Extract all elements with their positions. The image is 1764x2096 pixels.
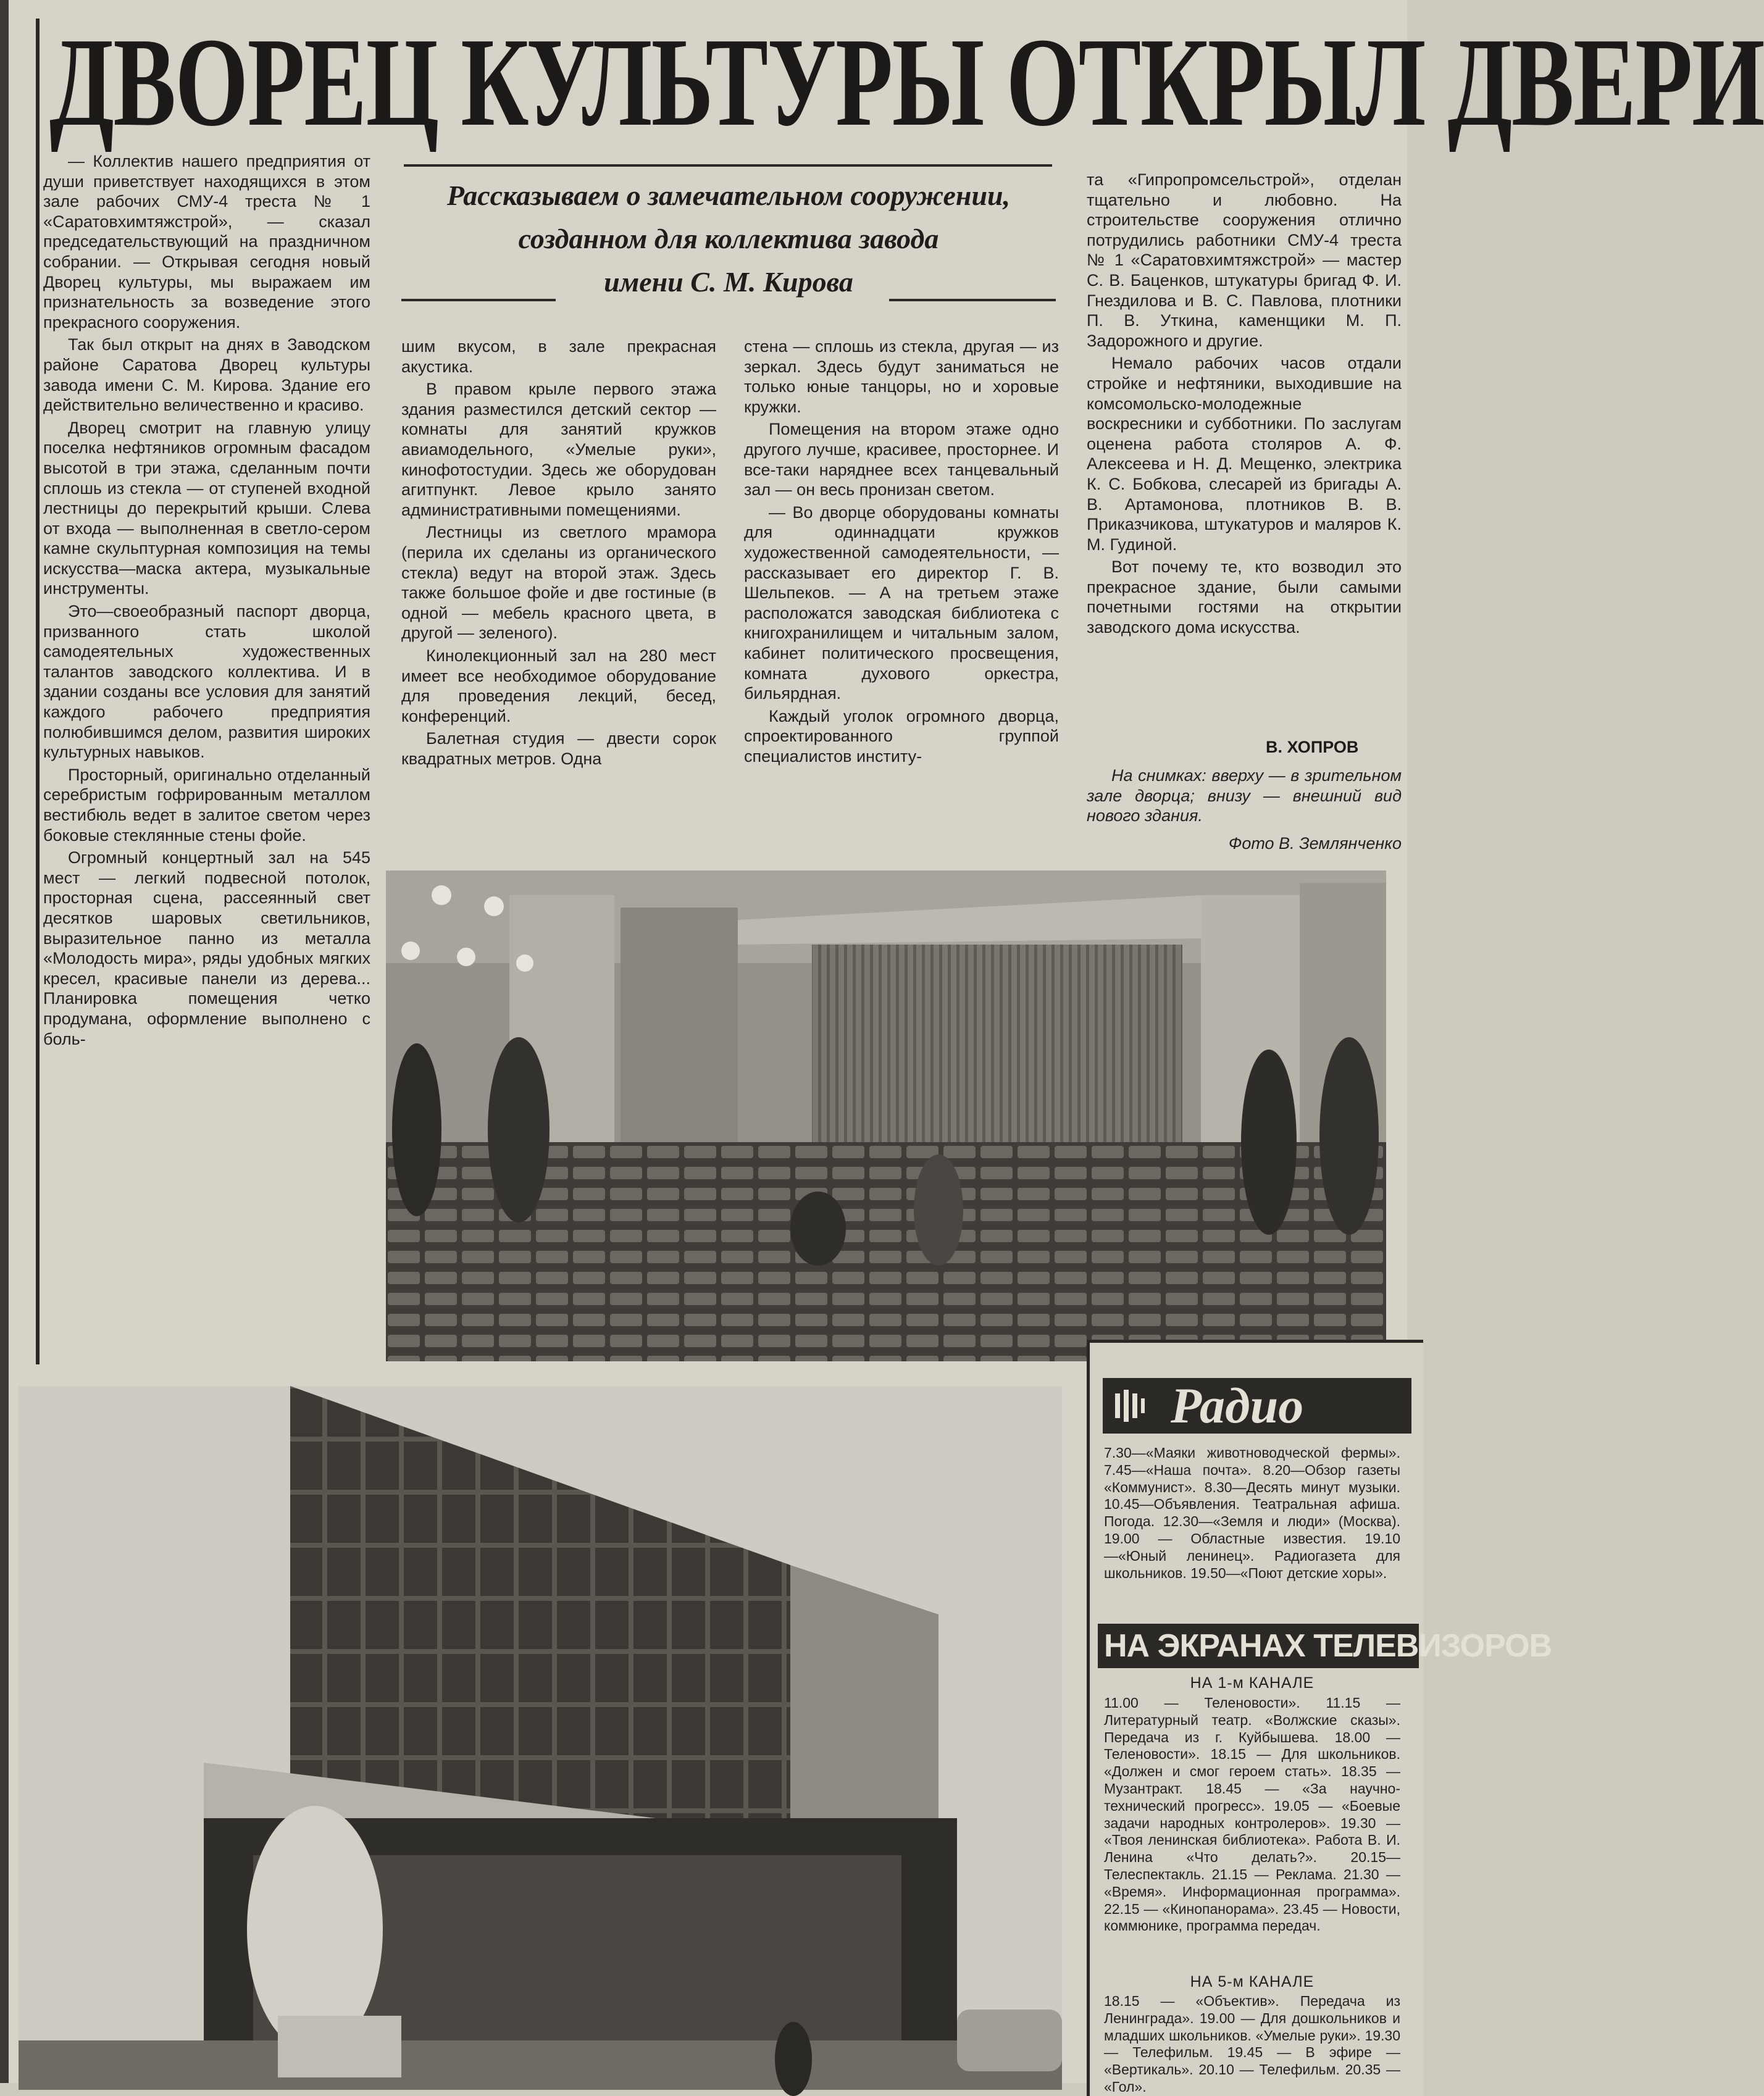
subheading-rule-top (404, 164, 1052, 167)
paragraph: Просторный, оригинально отделанный серебристым гофрированным металлом вестибюль ведет в залитое светом через боковые стеклянные стены фойе. (43, 765, 370, 845)
paragraph: Огромный концертный зал на 545 мест — легкий подвесной потолок, просторная сцена, рассеянный свет десятков шаровых светильников, выразительное панно из металла «Молодость мира», ряды удобных мягких кресел, красивые панели из дерева... Планировка помещения четко продумана, оформление выполнено с боль- (43, 848, 370, 1048)
paragraph: Немало рабочих часов отдали стройке и нефтяники, выходившие на комсомольско-молодежные воскресники и субботники. По заслугам оценена работа столяров А. Ф. Алексеева и Н. Д. Мещенко, электрика К. С. Бобкова, слесарей из бригады А. В. Артамонова, плотников В. В. Приказчикова, штукатуров и маляров К. М. Гудиной. (1087, 354, 1402, 554)
paragraph: В правом крыле первого этажа здания разместился детский сектор — комнаты для занятий кружков авиамодельного, «Умелые руки», кинофотостудии. Здесь же оборудован агитпункт. Левое крыло занято административными помещениями. (401, 380, 716, 519)
tv-channel-5-label: НА 5-м КАНАЛЕ (1190, 1973, 1315, 1990)
subheading-rule-right (889, 299, 1056, 301)
paragraph: Это—своеобразный паспорт дворца, призванного стать школой самодеятельных художественных талантов заводского коллектива. И в здании созданы все условия для занятий каждого рабочего предприятия полюбившимся делом, развития широких культурных навыков. (43, 602, 370, 762)
subheading-line-2: созданном для коллектива завода (518, 223, 939, 254)
article-column-4 (1087, 170, 1402, 756)
paragraph: Лестницы из светлого мрамора (перила их сделаны из органического стекла) ведут на второй этаж. Здесь также большое фойе и две гостиные (в одной — мебель красного цвета, в другой — зеленого). (401, 523, 716, 643)
author-signature: В. ХОПРОВ (1266, 738, 1359, 756)
paragraph: Балетная студия — двести сорок квадратных метров. Одна (401, 729, 716, 768)
article-column-3 (744, 336, 1059, 861)
radio-title: Радио (1103, 1378, 1411, 1434)
column-rule-left (36, 19, 40, 1364)
paragraph: та «Гипропромсельстрой», отделан тщательно и любовно. На строительстве сооружения отлично потрудились работники СМУ-4 треста № 1 «Саратовхимтяжстрой» — мастер С. В. Баценков, штукатуры бригад Ф. И. Гнездилова и В. С. Павлова, плотники П. В. Уткина, каменщики М. П. Задорожного и другие. (1087, 170, 1402, 350)
paragraph: Каждый уголок огромного дворца, спроектированного группой специалистов институ- (744, 706, 1059, 766)
building-exterior-image (19, 1386, 1062, 2090)
paragraph: Кинолекционный зал на 280 мест имеет все необходимое оборудование для проведения лекций, бесед, конференций. (401, 646, 716, 725)
photo-caption (1087, 766, 1402, 827)
headline: ДВОРЕЦ КУЛЬТУРЫ ОТКРЫЛ ДВЕРИ (49, 11, 1764, 152)
article-column-2 (401, 336, 716, 861)
page-edge (0, 0, 9, 2083)
concert-hall-image (386, 871, 1386, 1361)
radio-schedule: 7.30—«Маяки животноводческой фермы». 7.45—«Наша почта». 8.20—Обзор газеты «Коммунист». 8.30—Десять минут музыки. 10.45—Объявления. Театральная афиша. Погода. 12.30—«Земля и люди» (Москва). 19.00 — Областные известия. 19.10—«Юный ленинец». Радиогазета для школьников. 19.50—«Поют детские хоры». (1104, 1445, 1400, 1581)
subheading-line-3: имени С. М. Кирова (604, 266, 853, 298)
tv-channel-1-schedule: 11.00 — Теленовости». 11.15 — Литературный театр. «Волжские сказы». Передача из г. Куйбышева. 18.00 — Теленовости». 18.15 — Для школьников. «Должен и смог героем стать». 18.35 — Музантракт. 18.45 — «За научно-технический прогресс». 19.05 — «Боевые задачи народных контролеров». 19.30 — «Твоя ленинская библиотека». Работа В. И. Ленина «Что делать?». 20.15—Телеспектакль. 21.15 — Реклама. 21.30 — «Время». Информационная программа». 22.15 — «Кинопанорама». 23.45 — Новости, коммюнике, программа передач. (1104, 1695, 1400, 1934)
photo-credit: Фото В. Землянченко (1228, 834, 1402, 853)
paragraph: Вот почему те, кто возводил это прекрасное здание, были самыми почетными гостями на открытии заводского дома искусства. (1087, 557, 1402, 637)
article-column-1 (43, 151, 370, 1361)
radio-icon (1111, 1387, 1148, 1424)
paragraph: — Коллектив нашего предприятия от души приветствует находящихся в этом зале рабочих СМУ-4 треста № 1 «Саратовхимтяжстрой», — сказал председательствующий на праздничном собрании. — Открывая сегодня новый Дворец культуры, мы выражаем им признательность за возведение этого прекрасного сооружения. (43, 152, 370, 332)
paragraph: стена — сплошь из стекла, другая — из зеркал. Здесь будут заниматься не только юные танцоры, но и хоровые кружки. (744, 337, 1059, 416)
paragraph: Дворец смотрит на главную улицу поселка нефтяников огромным фасадом высотой в три этажа, сделанным почти сплошь из стекла — от ступеней входной лестницы до перекрытий крыши. Слева от входа — выполненная в светло-сером камне скульптурная композиция на темы искусства—маска актера, музыкальные инструменты. (43, 418, 370, 598)
paragraph: Так был открыт на днях в Заводском районе Саратова Дворец культуры завода имени С. М. Кирова. Здание его действительно величественно и красиво. (43, 335, 370, 415)
tv-title: НА ЭКРАНАХ ТЕЛЕВИЗОРОВ (1098, 1624, 1419, 1668)
paragraph: Помещения на втором этаже одно другого лучше, красивее, просторнее. И все-таки наряднее всех танцевальный зал — он весь пронизан светом. (744, 420, 1059, 499)
paragraph: шим вкусом, в зале прекрасная акустика. (401, 337, 716, 376)
building-exterior-photo (19, 1386, 1062, 2090)
subheading (401, 156, 1056, 322)
caption-text: На снимках: вверху — в зрительном зале дворца; внизу — внешний вид нового здания. (1087, 766, 1402, 825)
subheading-rule-left (401, 299, 556, 301)
tv-channel-1-label: НА 1-м КАНАЛЕ (1190, 1674, 1315, 1692)
tv-channel-5-schedule: 18.15 — «Объектив». Передача из Ленинграда». 19.00 — Для дошкольников и младших школьников. «Умелые руки». 19.30 — Телефильм. 19.45 — В эфире — «Вертикаль». 20.10 — Телефильм. 20.35 — «Гол». (1104, 1993, 1400, 2095)
paragraph: — Во дворце оборудованы комнаты для одиннадцати кружков художественной самодеятельности, — рассказывает его директор Г. В. Шельпеков. — А на третьем этаже расположатся заводская библиотека с книгохранилищем и читальным залом, кабинет политического просвещения, комната духового оркестра, бильярдная. (744, 503, 1059, 703)
subheading-line-1: Рассказываем о замечательном сооружении, (446, 180, 1011, 211)
subheading-text (401, 174, 1056, 304)
concert-hall-photo (386, 871, 1386, 1361)
